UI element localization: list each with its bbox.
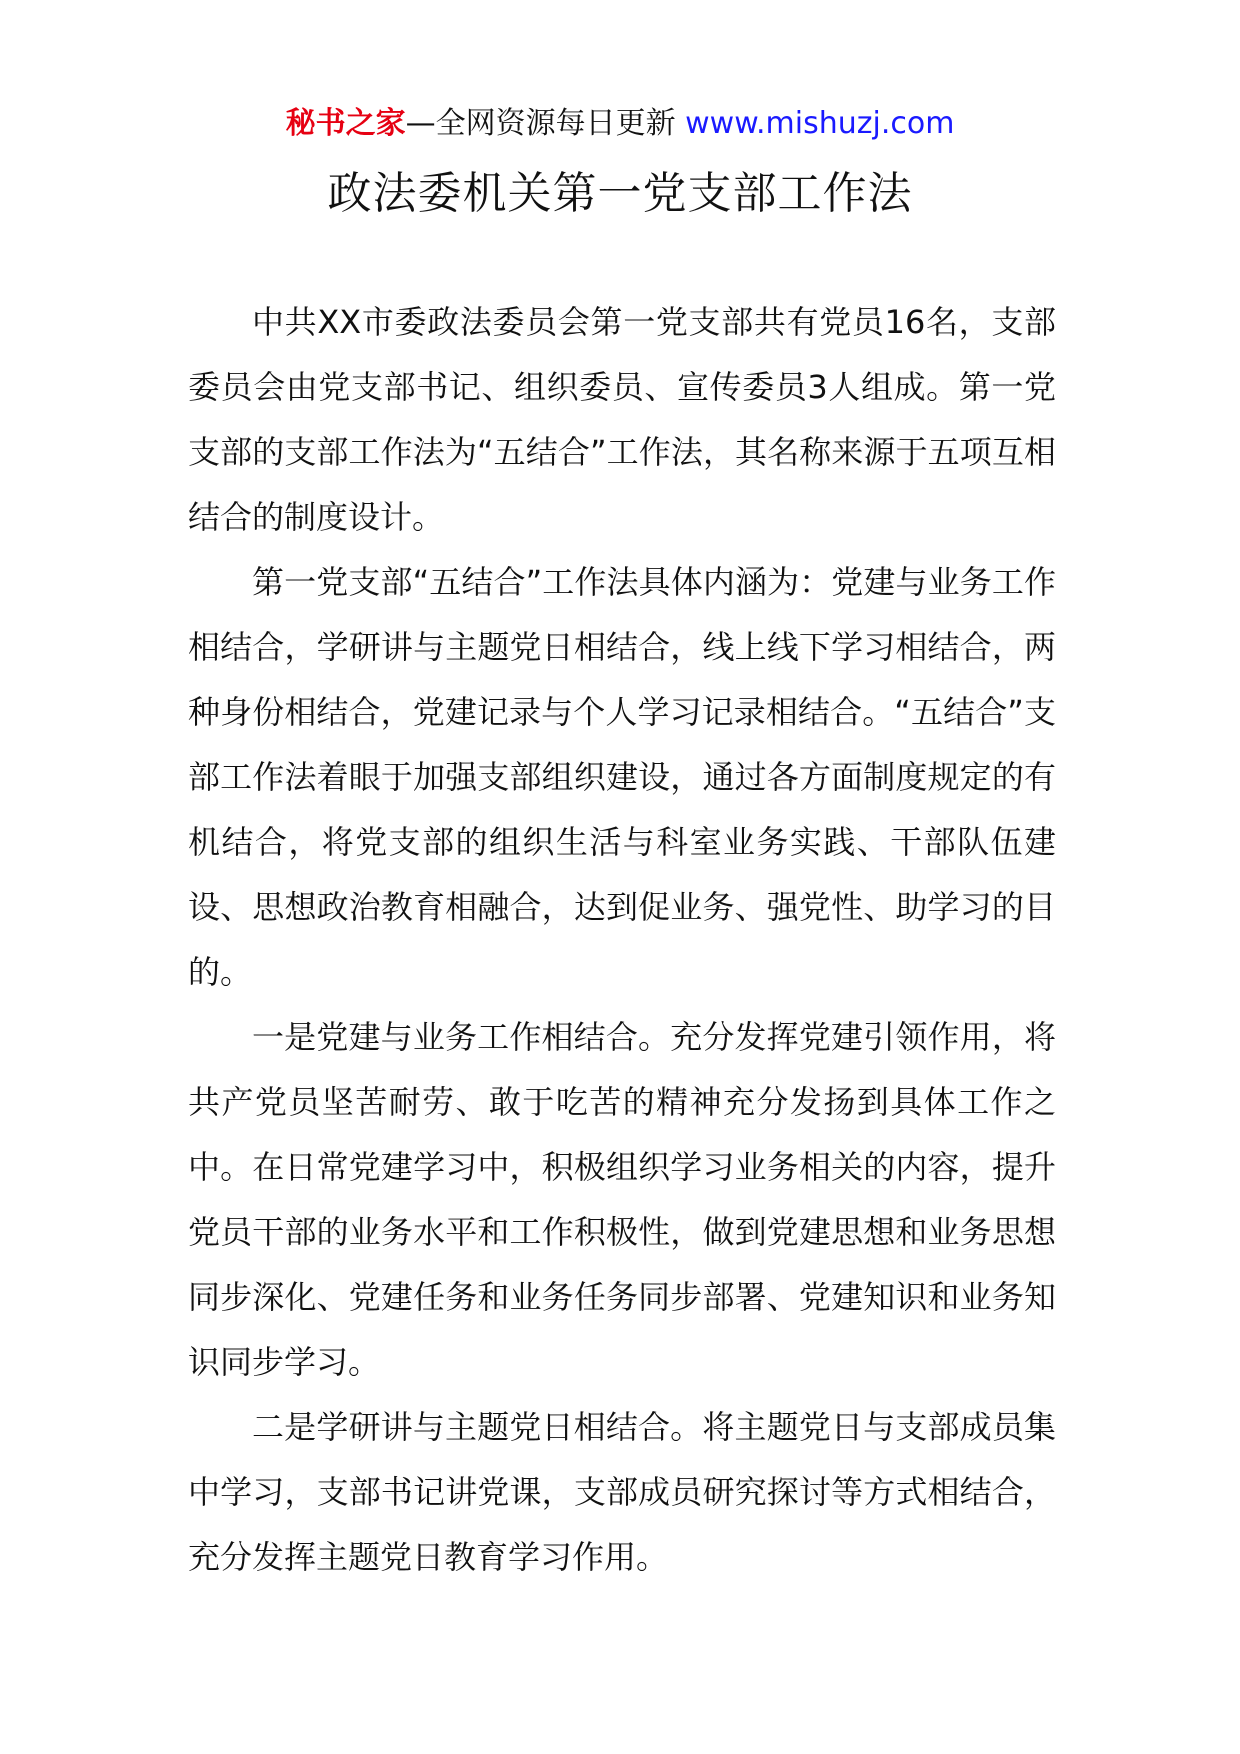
site-header (0, 104, 1240, 144)
paragraph-3: 一是党建与业务工作相结合。充分发挥党建引领作用，将共产党员坚苦耐劳、敢于吃苦的精神充分发扬到具体工作之中。在日常党建学习中，积极组织学习业务相关的内容，提升党员干部的业务水平和工作积极性，做到党建思想和业务思想同步深化、党建任务和业务任务同步部署、党建知识和业务知识同步学习。 (188, 1018, 1056, 1381)
paragraph-2: 第一党支部“五结合”工作法具体内涵为：党建与业务工作相结合，学研讲与主题党日相结合，线上线下学习相结合，两种身份相结合，党建记录与个人学习记录相结合。“五结合”支部工作法着眼于加强支部组织建设，通过各方面制度规定的有机结合，将党支部的组织生活与科室业务实践、干部队伍建设、思想政治教育相融合，达到促业务、强党性、助学习的目的。 (188, 563, 1056, 991)
document-title: 政法委机关第一党支部工作法 (327, 168, 913, 219)
header-tagline: —全网资源每日更新 (405, 106, 686, 141)
document-body (188, 290, 1056, 1590)
site-url-link[interactable]: www.mishuzj.com (685, 106, 955, 141)
paragraph-4: 二是学研讲与主题党日相结合。将主题党日与支部成员集中学习，支部书记讲党课，支部成员研究探讨等方式相结合，充分发挥主题党日教育学习作用。 (188, 1408, 1056, 1576)
paragraph-1: 中共XX市委政法委员会第一党支部共有党员16名，支部委员会由党支部书记、组织委员、宣传委员3人组成。第一党支部的支部工作法为“五结合”工作法，其名称来源于五项互相结合的制度设计。 (188, 303, 1056, 536)
brand-name: 秘书之家 (285, 106, 406, 141)
